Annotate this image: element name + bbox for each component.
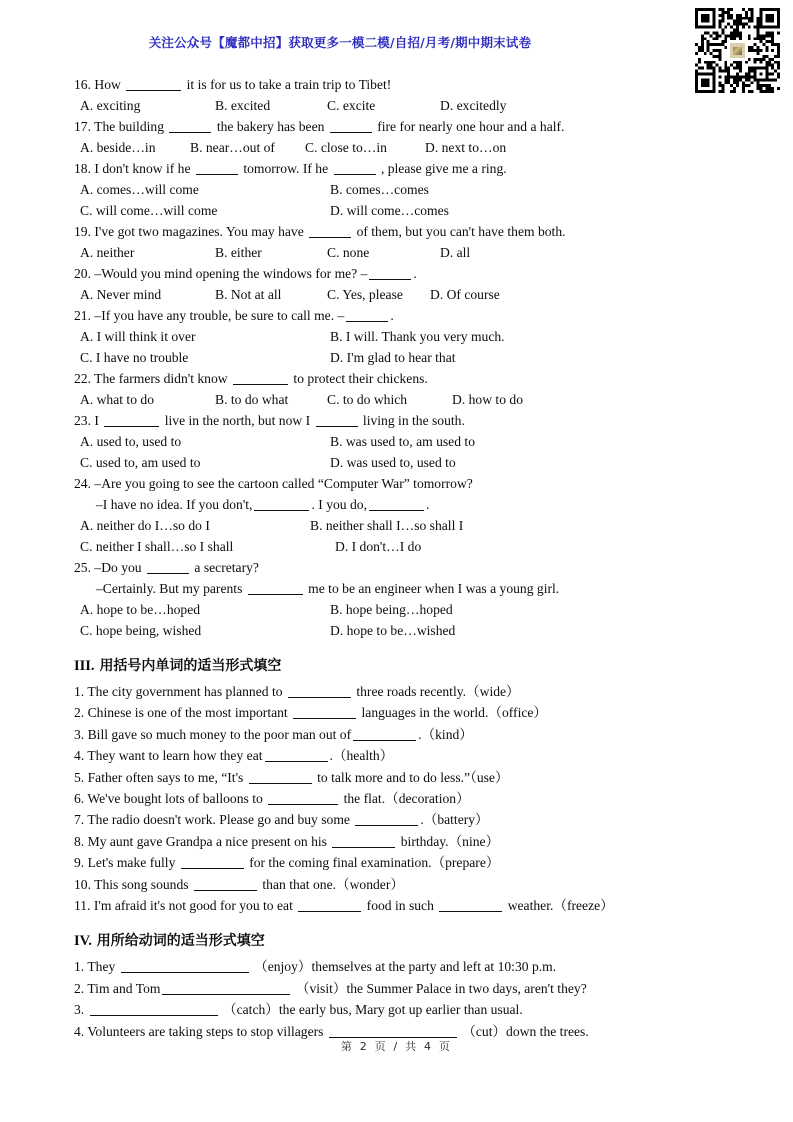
blank — [353, 740, 416, 741]
option-d[interactable]: D. will come…comes — [330, 203, 449, 218]
stem-text: . — [390, 308, 394, 323]
blank — [369, 510, 424, 511]
section3-item-10 — [74, 874, 793, 895]
stem-text: to protect their chickens. — [293, 371, 428, 386]
question-number: 18. — [74, 161, 91, 176]
stem-text: tomorrow. If he — [243, 161, 329, 176]
item-number: 1. — [74, 684, 85, 699]
question-stem — [74, 74, 793, 95]
blank — [316, 426, 358, 427]
question-number: 22. — [74, 371, 91, 386]
item-text: （enjoy）themselves at the party and left at 10:30 p.m. — [254, 959, 557, 975]
item-text: to talk more and to do less.”（use） — [317, 769, 509, 785]
item-text: Tim and Tom — [87, 980, 161, 996]
stem-text: me to be an engineer when I was a young girl. — [308, 581, 560, 596]
question-stem — [74, 263, 793, 284]
item-text: We've bought lots of balloons to — [87, 791, 263, 807]
item-number: 1. — [74, 959, 85, 975]
item-text: three roads recently.（wide） — [356, 684, 520, 699]
stem-text: –Certainly. But my parents — [96, 581, 243, 596]
section3-item-6 — [74, 788, 793, 809]
option-a[interactable]: A. exciting — [80, 98, 141, 113]
item-text: They — [87, 959, 116, 975]
item-text: They want to learn how they eat — [87, 748, 263, 764]
item-text: for the coming final examination.（prepare） — [249, 855, 500, 871]
option-a[interactable]: A. neither — [80, 245, 135, 260]
item-text: .（kind） — [418, 726, 473, 742]
option-a[interactable]: A. comes…will come — [80, 182, 199, 197]
option-d[interactable]: D. was used to, used to — [330, 455, 456, 470]
option-d[interactable]: D. how to do — [452, 392, 523, 407]
promo-banner-text: 关注公众号【魔都中招】获取更多一模二模/自招/月考/期中期末试卷 — [148, 35, 532, 50]
blank — [169, 132, 211, 133]
item-text: Bill gave so much money to the poor man out of — [87, 726, 352, 742]
question-stem — [74, 305, 793, 326]
item-number: 10. — [74, 876, 91, 892]
section-3-heading — [74, 655, 793, 677]
item-number: 8. — [74, 833, 85, 849]
section3-item-11 — [74, 895, 793, 916]
question-18 — [0, 158, 793, 221]
question-24 — [0, 473, 793, 557]
question-stem — [74, 116, 793, 137]
stem-text: it is for us to take a train trip to Tibet! — [186, 77, 392, 92]
option-a[interactable]: A. used to, used to — [80, 434, 182, 449]
stem-text: a secretary? — [194, 560, 259, 575]
question-19 — [0, 221, 793, 263]
section-4-roman: IV. — [74, 933, 92, 950]
stem-text: fire for nearly one hour and a half. — [377, 119, 565, 134]
option-row — [80, 431, 793, 473]
blank — [330, 132, 372, 133]
section3-item-8 — [74, 831, 793, 852]
section4-item-2 — [74, 978, 793, 999]
blank — [194, 890, 257, 891]
option-b[interactable]: B. near…out of — [190, 140, 275, 155]
option-d[interactable]: D. excitedly — [440, 98, 507, 113]
question-number: 19. — [74, 224, 91, 239]
option-row — [80, 179, 793, 221]
section-4-title: 用所给动词的适当形式填空 — [96, 933, 265, 950]
item-text: （visit）the Summer Palace in two days, aren't they? — [295, 980, 587, 996]
item-text: Chinese is one of the most important — [87, 705, 288, 721]
question-23 — [0, 410, 793, 473]
question-number: 17. — [74, 119, 91, 134]
blank — [355, 825, 418, 826]
section3-item-5 — [74, 767, 793, 788]
blank — [126, 90, 181, 91]
question-number: 16. — [74, 77, 91, 92]
option-d[interactable]: D. hope to be…wished — [330, 623, 456, 638]
stem-text: of them, but you can't have them both. — [356, 224, 566, 239]
item-number: 7. — [74, 812, 85, 828]
option-b[interactable]: B. either — [215, 245, 262, 260]
option-row — [80, 389, 793, 410]
option-row — [80, 95, 793, 116]
item-number: 3. — [74, 726, 85, 742]
section3-item-3 — [74, 724, 793, 745]
item-text: languages in the world.（office） — [361, 705, 548, 721]
blank — [346, 321, 388, 322]
blank — [147, 573, 189, 574]
option-d[interactable]: D. all — [440, 245, 471, 260]
section4-item-1 — [74, 956, 793, 977]
item-number: 5. — [74, 769, 85, 785]
blank — [121, 972, 249, 973]
item-number: 11. — [74, 898, 91, 914]
option-b[interactable]: B. was used to, am used to — [330, 434, 475, 449]
stem-text: living in the south. — [362, 413, 465, 428]
section-3-title: 用括号内单词的适当形式填空 — [99, 658, 282, 674]
item-text: birthday.（nine） — [400, 833, 500, 849]
question-stem — [74, 158, 793, 179]
question-25 — [0, 557, 793, 641]
exam-content — [0, 74, 793, 1042]
item-text: the flat.（decoration） — [343, 791, 470, 807]
option-b[interactable]: B. neither shall I…so shall I — [310, 518, 464, 533]
blank — [104, 426, 159, 427]
stem-text: I've got two magazines. You may have — [94, 224, 304, 239]
question-22 — [0, 368, 793, 410]
blank — [334, 174, 376, 175]
option-a[interactable]: A. hope to be…hoped — [80, 602, 201, 617]
item-text: food in such — [366, 898, 434, 914]
blank — [233, 384, 288, 385]
stem-text: the bakery has been — [216, 119, 325, 134]
question-stem — [74, 410, 793, 431]
option-b[interactable]: B. I will. Thank you very much. — [330, 329, 505, 344]
option-c[interactable]: C. close to…in — [305, 140, 387, 155]
question-stem — [74, 221, 793, 242]
question-21 — [0, 305, 793, 368]
option-row — [80, 137, 793, 158]
question-number: 24. — [74, 476, 91, 491]
blank — [181, 868, 244, 869]
question-stem — [74, 473, 793, 494]
question-17 — [0, 116, 793, 158]
blank — [196, 174, 238, 175]
question-stem — [74, 368, 793, 389]
item-text: My aunt gave Grandpa a nice present on his — [87, 833, 327, 849]
stem-text: I don't know if he — [94, 161, 191, 176]
item-number: 4. — [74, 1023, 85, 1039]
item-text: .（battery） — [420, 812, 489, 828]
question-20 — [0, 263, 793, 305]
option-a[interactable]: A. what to do — [80, 392, 155, 407]
blank — [309, 237, 351, 238]
question-number: 21. — [74, 308, 91, 323]
section-4-heading — [74, 930, 793, 952]
blank — [254, 510, 309, 511]
question-stem-line2 — [96, 494, 793, 515]
section3-item-4 — [74, 745, 793, 766]
item-number: 6. — [74, 791, 85, 807]
option-row — [80, 284, 793, 305]
item-text: than that one.（wonder） — [262, 876, 404, 892]
stem-text: The farmers didn't know — [94, 371, 228, 386]
question-16 — [0, 74, 793, 116]
option-a[interactable]: A. I will think it over — [80, 329, 196, 344]
item-text: Let's make fully — [87, 855, 176, 871]
option-a[interactable]: A. Never mind — [80, 287, 162, 302]
blank — [293, 718, 356, 719]
stem-text: . I you do, — [311, 497, 367, 512]
option-d[interactable]: D. next to…on — [425, 140, 507, 155]
option-b[interactable]: B. hope being…hoped — [330, 602, 453, 617]
item-text: This song sounds — [94, 876, 189, 892]
option-d[interactable]: D. Of course — [430, 287, 500, 302]
option-a[interactable]: A. beside…in — [80, 140, 156, 155]
option-c[interactable]: C. will come…will come — [80, 203, 218, 218]
option-row — [80, 326, 793, 368]
option-row — [80, 242, 793, 263]
option-b[interactable]: B. excited — [215, 98, 271, 113]
section3-item-9 — [74, 852, 793, 873]
item-text: Volunteers are taking steps to stop villagers — [87, 1023, 324, 1039]
stem-text: . — [425, 497, 430, 512]
stem-text: –I have no idea. If you don't, — [96, 497, 253, 512]
item-number: 2. — [74, 980, 85, 996]
item-text: I'm afraid it's not good for you to eat — [93, 898, 293, 914]
stem-text: How — [94, 77, 121, 92]
option-row — [80, 599, 793, 641]
item-text: （catch）the early bus, Mary got up earlier than usual. — [223, 1002, 523, 1018]
section3-item-7 — [74, 809, 793, 830]
stem-text: , please give me a ring. — [380, 161, 507, 176]
item-number: 9. — [74, 855, 85, 871]
stem-text: –Are you going to see the cartoon called “Computer War” tomorrow? — [94, 476, 473, 491]
option-c[interactable]: C. hope being, wished — [80, 623, 202, 638]
option-c[interactable]: C. I have no trouble — [80, 350, 189, 365]
stem-text: The building — [94, 119, 165, 134]
option-c[interactable]: C. neither I shall…so I shall — [80, 539, 234, 554]
blank — [265, 761, 328, 762]
option-d[interactable]: D. I'm glad to hear that — [330, 350, 456, 365]
item-text: Father often says to me, “It's — [87, 769, 244, 785]
item-text: .（health） — [329, 748, 394, 764]
item-text: The radio doesn't work. Please go and buy some — [87, 812, 350, 828]
option-b[interactable]: B. to do what — [215, 392, 289, 407]
blank — [439, 911, 502, 912]
blank — [248, 594, 303, 595]
question-stem-line2 — [96, 578, 793, 599]
option-d[interactable]: D. I don't…I do — [335, 539, 422, 554]
option-b[interactable]: B. Not at all — [215, 287, 282, 302]
stem-text: –If you have any trouble, be sure to call me. – — [94, 308, 345, 323]
blank — [90, 1015, 218, 1016]
stem-text: I — [94, 413, 99, 428]
item-text: The city government has planned to — [87, 684, 283, 699]
option-a[interactable]: A. neither do I…so do I — [80, 518, 210, 533]
blank — [162, 994, 290, 995]
option-row — [80, 515, 793, 557]
item-text: weather.（freeze） — [507, 898, 614, 914]
section3-item-1 — [74, 681, 793, 702]
section4-item-3 — [74, 999, 793, 1020]
blank — [298, 911, 361, 912]
item-number: 3. — [74, 1002, 85, 1018]
option-c[interactable]: C. Yes, please — [327, 287, 403, 302]
question-number: 20. — [74, 266, 91, 281]
stem-text: –Would you mind opening the windows for me? – — [94, 266, 368, 281]
option-b[interactable]: B. comes…comes — [330, 182, 429, 197]
page-footer: 第 2 页 / 共 4 页 — [340, 1040, 453, 1053]
blank — [249, 783, 312, 784]
option-c[interactable]: C. used to, am used to — [80, 455, 201, 470]
stem-text: . — [413, 266, 417, 281]
option-c[interactable]: C. none — [327, 245, 370, 260]
section-3-roman: III. — [74, 658, 95, 674]
blank — [332, 847, 395, 848]
item-text: （cut）down the trees. — [462, 1023, 589, 1039]
option-c[interactable]: C. excite — [327, 98, 376, 113]
item-number: 4. — [74, 748, 85, 764]
item-number: 2. — [74, 705, 85, 721]
question-stem — [74, 557, 793, 578]
stem-text: live in the north, but now I — [164, 413, 311, 428]
blank — [288, 697, 351, 698]
section3-item-2 — [74, 702, 793, 723]
option-c[interactable]: C. to do which — [327, 392, 408, 407]
stem-text: –Do you — [94, 560, 142, 575]
question-number: 25. — [74, 560, 91, 575]
qr-code-center-logo — [729, 42, 746, 59]
blank — [369, 279, 411, 280]
blank — [268, 804, 338, 805]
question-number: 23. — [74, 413, 91, 428]
